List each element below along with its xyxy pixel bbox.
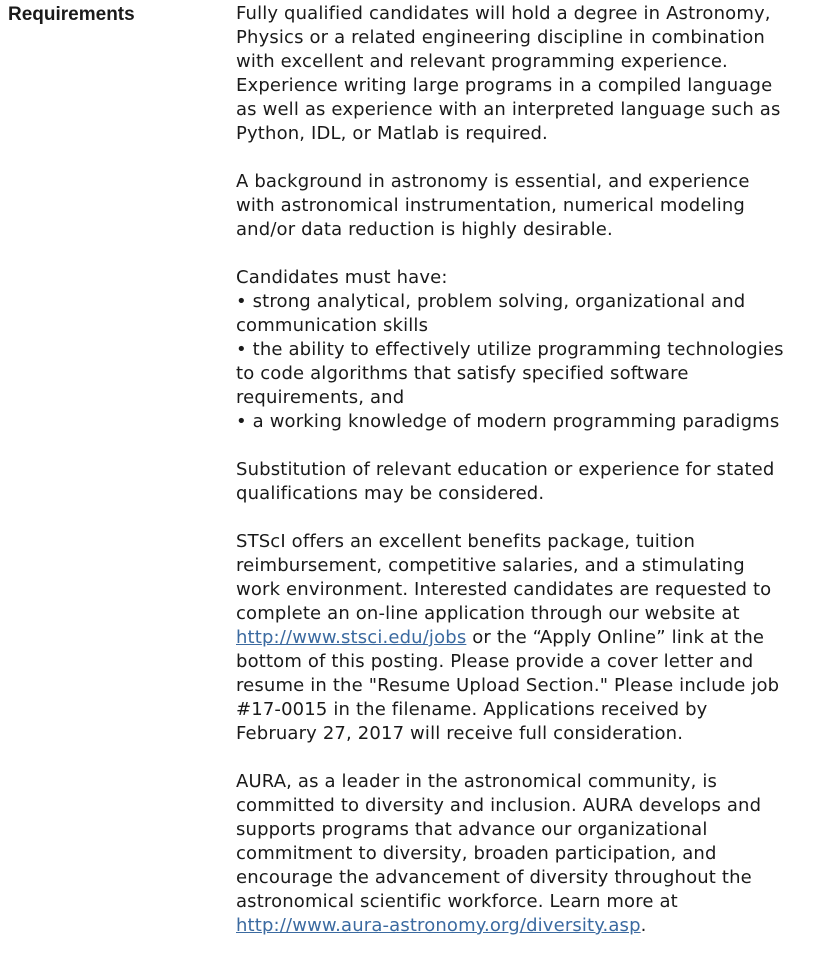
stsci-jobs-link[interactable]: http://www.stsci.edu/jobs bbox=[236, 627, 467, 648]
text-line: to code algorithms that satisfy specified software bbox=[236, 363, 689, 384]
requirements-content bbox=[236, 2, 826, 962]
text-line: Physics or a related engineering discipline in combination bbox=[236, 27, 765, 48]
text-line: Fully qualified candidates will hold a degree in Astronomy, bbox=[236, 3, 771, 24]
bullet-item: • strong analytical, problem solving, organizational and bbox=[236, 291, 746, 312]
bullet-item: • a working knowledge of modern programming paradigms bbox=[236, 411, 780, 432]
text-line: Candidates must have: bbox=[236, 267, 448, 288]
text-fragment: or the “Apply Online” link at the bbox=[466, 627, 765, 648]
text-line: Python, IDL, or Matlab is required. bbox=[236, 123, 548, 144]
text-line: committed to diversity and inclusion. AURA develops and bbox=[236, 795, 762, 816]
text-line: STScI offers an excellent benefits package, tuition bbox=[236, 531, 696, 552]
aura-diversity-link[interactable]: http://www.aura-astronomy.org/diversity.asp bbox=[236, 915, 641, 936]
text-line: bottom of this posting. Please provide a cover letter and bbox=[236, 651, 754, 672]
paragraph-benefits bbox=[236, 530, 826, 746]
requirements-label: Requirements bbox=[8, 4, 135, 25]
text-fragment: . bbox=[640, 915, 647, 936]
text-line: astronomical scientific workforce. Learn more at bbox=[236, 891, 678, 912]
paragraph-candidates-must-have bbox=[236, 266, 826, 434]
text-line: requirements, and bbox=[236, 387, 405, 408]
text-line: encourage the advancement of diversity throughout the bbox=[236, 867, 752, 888]
text-line: with astronomical instrumentation, numerical modeling bbox=[236, 195, 745, 216]
text-line: AURA, as a leader in the astronomical community, is bbox=[236, 771, 718, 792]
bullet-item: • the ability to effectively utilize programming technologies bbox=[236, 339, 784, 360]
text-line: qualifications may be considered. bbox=[236, 483, 545, 504]
text-line: #17-0015 in the filename. Applications received by bbox=[236, 699, 708, 720]
paragraph-background bbox=[236, 170, 826, 242]
text-line: communication skills bbox=[236, 315, 429, 336]
text-line: as well as experience with an interpreted language such as bbox=[236, 99, 781, 120]
text-line: resume in the "Resume Upload Section." Please include job bbox=[236, 675, 780, 696]
text-line: A background in astronomy is essential, and experience bbox=[236, 171, 750, 192]
text-line: and/or data reduction is highly desirable. bbox=[236, 219, 613, 240]
paragraph-qualifications bbox=[236, 2, 826, 146]
text-line: work environment. Interested candidates are requested to bbox=[236, 579, 772, 600]
text-line bbox=[236, 914, 826, 938]
text-line: Experience writing large programs in a compiled language bbox=[236, 75, 773, 96]
paragraph-substitution bbox=[236, 458, 826, 506]
text-line: February 27, 2017 will receive full consideration. bbox=[236, 723, 684, 744]
text-line: reimbursement, competitive salaries, and a stimulating bbox=[236, 555, 745, 576]
paragraph-diversity bbox=[236, 770, 826, 938]
text-line: supports programs that advance our organizational bbox=[236, 819, 708, 840]
text-line: commitment to diversity, broaden participation, and bbox=[236, 843, 717, 864]
text-line: Substitution of relevant education or experience for stated bbox=[236, 459, 775, 480]
text-line bbox=[236, 626, 826, 650]
text-line: with excellent and relevant programming experience. bbox=[236, 51, 728, 72]
text-line: complete an on-line application through our website at bbox=[236, 603, 740, 624]
